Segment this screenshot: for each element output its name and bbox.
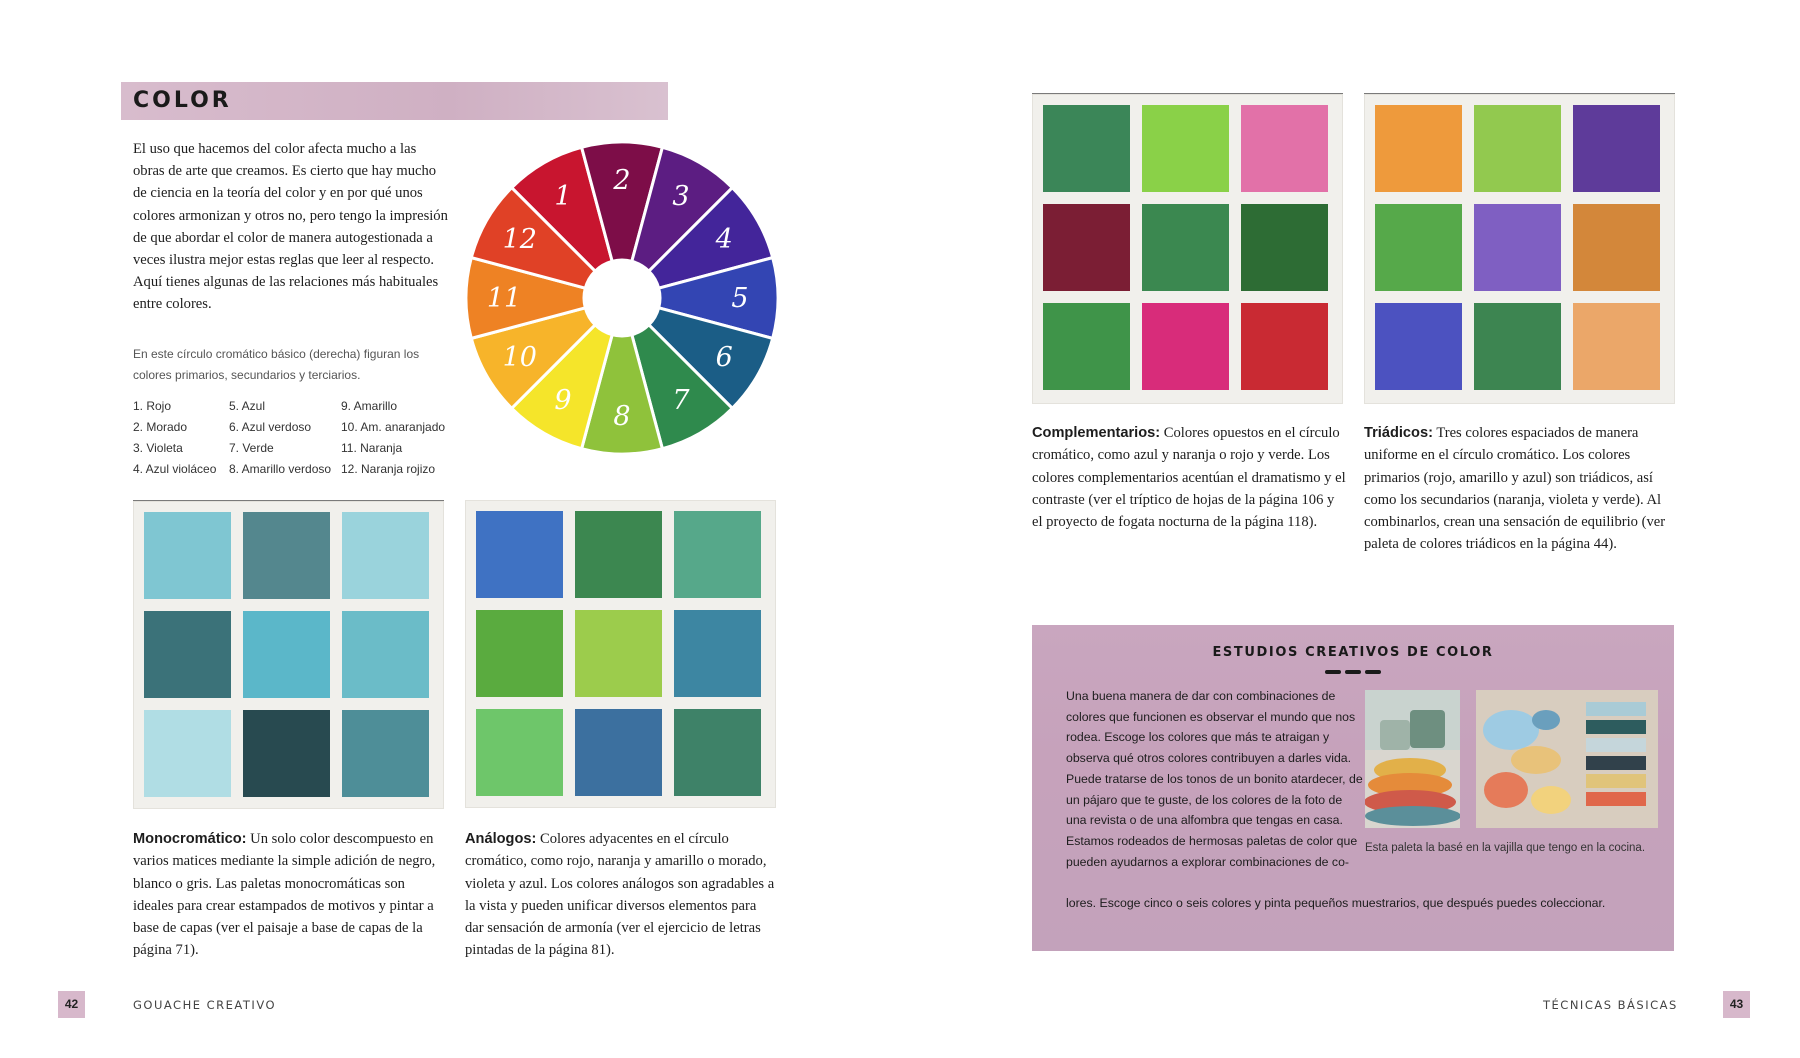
legend-item: 8. Amarillo verdoso xyxy=(229,462,332,476)
paint-swatch xyxy=(1142,303,1229,390)
running-title-left: GOUACHE CREATIVO xyxy=(133,998,277,1012)
paint-swatch xyxy=(144,710,231,797)
paint-swatch xyxy=(1043,303,1130,390)
caption-text: Un solo color descompuesto en varios matices mediante la simple adición de negro, blanco o gris. Las paletas monocromáticas son ideales para crear estampados de motivos y pintar a base de capas (ver el paisaje a base de capas de la página 71). xyxy=(133,831,436,959)
decorative-dashes xyxy=(1325,668,1381,676)
legend-item: 1. Rojo xyxy=(133,399,172,413)
page-number-right: 43 xyxy=(1723,991,1750,1018)
legend-item: 11. Naranja xyxy=(341,441,403,455)
legend-column-2 xyxy=(229,396,331,480)
triadic-caption xyxy=(1364,422,1676,556)
wheel-number: 6 xyxy=(715,342,733,373)
analogous-caption xyxy=(465,828,777,962)
paint-swatch xyxy=(1241,204,1328,291)
legend-column-1 xyxy=(133,396,216,480)
legend-item: 7. Verde xyxy=(229,441,274,455)
wheel-number: 10 xyxy=(502,342,537,373)
paint-swatch xyxy=(1474,105,1561,192)
wheel-number: 12 xyxy=(502,224,537,255)
paint-swatch xyxy=(1043,204,1130,291)
box-body-text-end: lores. Escoge cinco o seis colores y pinta pequeños muestrarios, que después puedes coleccionar. xyxy=(1066,896,1606,910)
running-title-right: TÉCNICAS BÁSICAS xyxy=(1543,998,1678,1012)
intro-paragraph: El uso que hacemos del color afecta mucho a las obras de arte que creamos. Es cierto que hay mucho de ciencia en la teoría del color y en por qué unos colores armonizan y otros no, pero tengo la impresión de que abordar el color de manera autogestionada a veces ilustra mejor estas reglas que leer al respecto. Aquí tienes algunas de las relaciones más habituales entre colores. xyxy=(133,141,448,313)
paint-swatch xyxy=(342,512,429,599)
paint-swatch xyxy=(342,611,429,698)
box-title: ESTUDIOS CREATIVOS DE COLOR xyxy=(1212,645,1494,660)
complementary-caption xyxy=(1032,422,1347,533)
wheel-number: 9 xyxy=(554,385,572,417)
paint-swatch xyxy=(144,611,231,698)
paint-swatch xyxy=(1573,105,1660,192)
paint-swatch xyxy=(1043,105,1130,192)
wheel-center xyxy=(584,260,660,336)
section-title: COLOR xyxy=(133,88,232,113)
monochromatic-swatch-panel xyxy=(133,500,444,809)
wheel-number: 4 xyxy=(715,224,733,255)
wheel-number: 8 xyxy=(613,401,631,432)
paint-swatch xyxy=(1474,204,1561,291)
legend-item: 4. Azul violáceo xyxy=(133,462,217,476)
paint-swatch xyxy=(674,610,761,697)
paint-swatch xyxy=(1241,105,1328,192)
legend-column-3 xyxy=(341,396,445,480)
legend-item: 5. Azul xyxy=(229,399,266,413)
paint-swatch xyxy=(476,511,563,598)
triadic-swatch-panel xyxy=(1364,93,1675,404)
legend-item: 6. Azul verdoso xyxy=(229,420,312,434)
photo-dishes xyxy=(1365,690,1460,828)
paint-swatch xyxy=(476,610,563,697)
legend-item: 9. Amarillo xyxy=(341,399,398,413)
paint-swatch xyxy=(1241,303,1328,390)
paint-swatch xyxy=(674,709,761,796)
page-number-left: 42 xyxy=(58,991,85,1018)
complementary-swatch-panel xyxy=(1032,93,1343,404)
paint-swatch xyxy=(476,709,563,796)
color-wheel xyxy=(464,140,780,456)
paint-swatch xyxy=(575,709,662,796)
paint-swatch xyxy=(243,710,330,797)
legend-item: 2. Morado xyxy=(133,420,188,434)
paint-swatch xyxy=(243,512,330,599)
paint-swatch xyxy=(1142,105,1229,192)
caption-label: Triádicos: xyxy=(1364,425,1433,441)
caption-text: Tres colores espaciados de manera uniforme en el círculo cromático. Los colores primarios (rojo, amarillo y azul) son triádicos, así como los secundarios (naranja, violeta y verde). Al combinarlos, crean una sensación de equilibrio (ver paleta de colores triádicos en la página 44). xyxy=(1364,425,1666,553)
paint-swatch xyxy=(1375,105,1462,192)
wheel-number: 7 xyxy=(672,385,690,417)
caption-label: Monocromático: xyxy=(133,831,247,847)
wheel-number: 11 xyxy=(486,283,522,314)
legend-item: 3. Violeta xyxy=(133,441,183,455)
caption-label: Complementarios: xyxy=(1032,425,1161,441)
paint-swatch xyxy=(342,710,429,797)
photo-palette-swatches xyxy=(1476,690,1658,828)
paint-swatch xyxy=(1474,303,1561,390)
analogous-swatch-panel xyxy=(465,500,776,808)
caption-label: Análogos: xyxy=(465,831,537,847)
paint-swatch xyxy=(144,512,231,599)
caption-text: Colores adyacentes en el círculo cromático, como rojo, naranja y amarillo o morado, violeta y azul. Los colores análogos son agradables a la vista y pueden unificar diversos elementos para dar sensación de armonía (ver el ejercicio de letras pintadas de la página 81). xyxy=(465,831,775,959)
paint-swatch xyxy=(1142,204,1229,291)
legend-item: 12. Naranja rojizo xyxy=(341,462,436,476)
monochromatic-caption xyxy=(133,828,445,962)
wheel-number: 3 xyxy=(672,180,690,212)
paint-swatch xyxy=(575,511,662,598)
paint-swatch xyxy=(243,611,330,698)
wheel-caption: En este círculo cromático básico (derecha) figuran los colores primarios, secundarios y terciarios. xyxy=(133,347,420,382)
caption-text: Colores opuestos en el círculo cromático, como azul y naranja o rojo y verde. Los colores complementarios acentúan el dramatismo y el contraste (ver el tríptico de hojas de la página 106 y el proyecto de fogata nocturna de la página 118). xyxy=(1032,425,1346,531)
paint-swatch xyxy=(674,511,761,598)
paint-swatch xyxy=(1573,303,1660,390)
wheel-number: 1 xyxy=(554,180,572,212)
legend-item: 10. Am. anaranjado xyxy=(341,420,446,434)
wheel-number: 2 xyxy=(613,165,631,196)
paint-swatch xyxy=(575,610,662,697)
photo-caption: Esta paleta la basé en la vajilla que tengo en la cocina. xyxy=(1365,842,1646,854)
paint-swatch xyxy=(1573,204,1660,291)
paint-swatch xyxy=(1375,204,1462,291)
box-body-text: Una buena manera de dar con combinaciones de colores que funcionen es observar el mundo que nos rodea. Escoge los colores que más te atraigan y observa qué otros colores contribuyen a darles vida. Puede tratarse de los tonos de un bonito atardecer, de un pájaro que te guste, de los colores de la foto de una revista o de una alfombra que tengas en casa. Estamos rodeados de hermosas paletas de color que pueden ayudarnos a explorar combinaciones de co- xyxy=(1066,689,1363,869)
paint-swatch xyxy=(1375,303,1462,390)
wheel-number: 5 xyxy=(731,283,749,314)
